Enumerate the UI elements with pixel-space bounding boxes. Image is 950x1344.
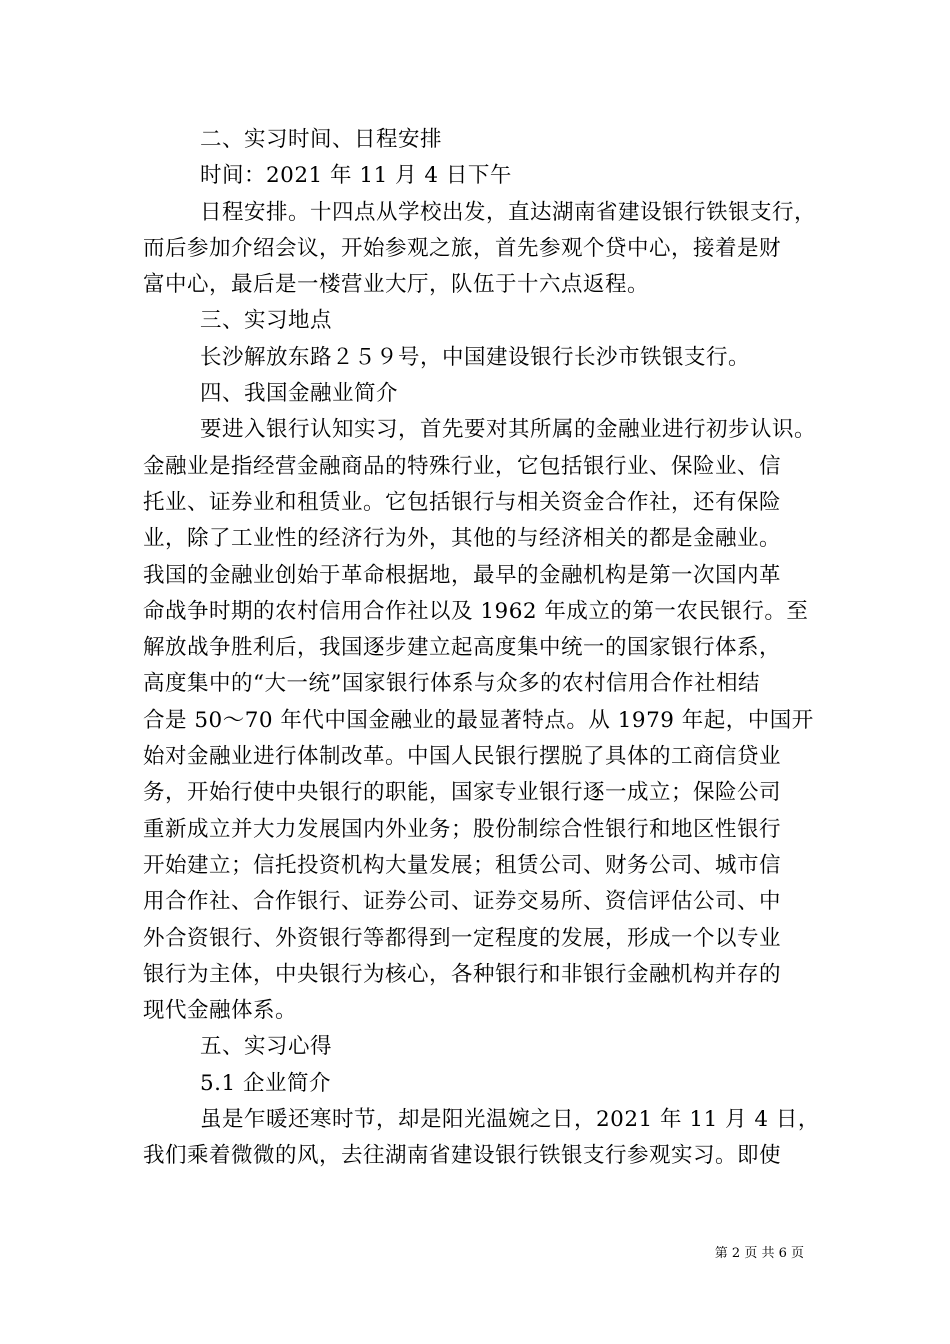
text-line: 5.1 企业简介 xyxy=(200,1070,332,1096)
text-line: 始对金融业进行体制改革。中国人民银行摆脱了具体的工商信贷业 xyxy=(143,744,782,770)
text-line: 要进入银行认知实习，首先要对其所属的金融业进行初步认识。 xyxy=(200,417,817,443)
text-line: 合是 50～70 年代中国金融业的最显著特点。从 1979 年起，中国开 xyxy=(143,707,814,733)
text-line: 金融业是指经营金融商品的特殊行业，它包括银行业、保险业、信 xyxy=(143,453,782,479)
text-line: 日程安排。十四点从学校出发，直达湖南省建设银行铁银支行， xyxy=(200,199,817,225)
text-line: 四、我国金融业简介 xyxy=(200,381,399,407)
text-line: 高度集中的“大一统”国家银行体系与众多的农村信用合作社相结 xyxy=(143,671,760,697)
text-line: 解放战争胜利后，我国逐步建立起高度集中统一的国家银行体系， xyxy=(143,635,782,661)
text-line: 托业、证券业和租赁业。它包括银行与相关资金合作社，还有保险 xyxy=(143,489,782,515)
text-line: 务，开始行使中央银行的职能，国家专业银行逐一成立；保险公司 xyxy=(143,780,782,806)
text-line: 用合作社、合作银行、证券公司、证券交易所、资信评估公司、中 xyxy=(143,889,782,915)
text-line: 五、实习心得 xyxy=(200,1034,333,1060)
text-line: 外合资银行、外资银行等都得到一定程度的发展，形成一个以专业 xyxy=(143,925,782,951)
page-number-footer: 第 2 页 共 6 页 xyxy=(714,1246,804,1261)
text-line: 开始建立；信托投资机构大量发展；租赁公司、财务公司、城市信 xyxy=(143,852,782,878)
text-line: 我们乘着微微的风，去往湖南省建设银行铁银支行参观实习。即使 xyxy=(143,1143,782,1169)
text-line: 命战争时期的农村信用合作社以及 1962 年成立的第一农民银行。至 xyxy=(143,598,809,624)
text-line: 重新成立并大力发展国内外业务；股份制综合性银行和地区性银行 xyxy=(143,816,782,842)
text-line: 三、实习地点 xyxy=(200,308,333,334)
document-body xyxy=(143,122,820,1175)
text-line: 虽是乍暖还寒时节，却是阳光温婉之日，2021 年 11 月 4 日， xyxy=(200,1107,820,1133)
text-line: 长沙解放东路２５９号，中国建设银行长沙市铁银支行。 xyxy=(200,344,751,370)
text-line: 我国的金融业创始于革命根据地，最早的金融机构是第一次国内革 xyxy=(143,562,782,588)
text-line: 时间：2021 年 11 月 4 日下午 xyxy=(200,163,512,189)
text-line: 而后参加介绍会议，开始参观之旅，首先参观个贷中心，接着是财 xyxy=(143,235,782,261)
text-line: 现代金融体系。 xyxy=(143,998,298,1024)
text-line: 银行为主体，中央银行为核心，各种银行和非银行金融机构并存的 xyxy=(143,961,782,987)
text-line: 二、实习时间、日程安排 xyxy=(200,127,443,152)
text-line: 业，除了工业性的经济行为外，其他的与经济相关的都是金融业。 xyxy=(143,526,782,552)
text-line: 富中心，最后是一楼营业大厅，队伍于十六点返程。 xyxy=(143,272,650,298)
